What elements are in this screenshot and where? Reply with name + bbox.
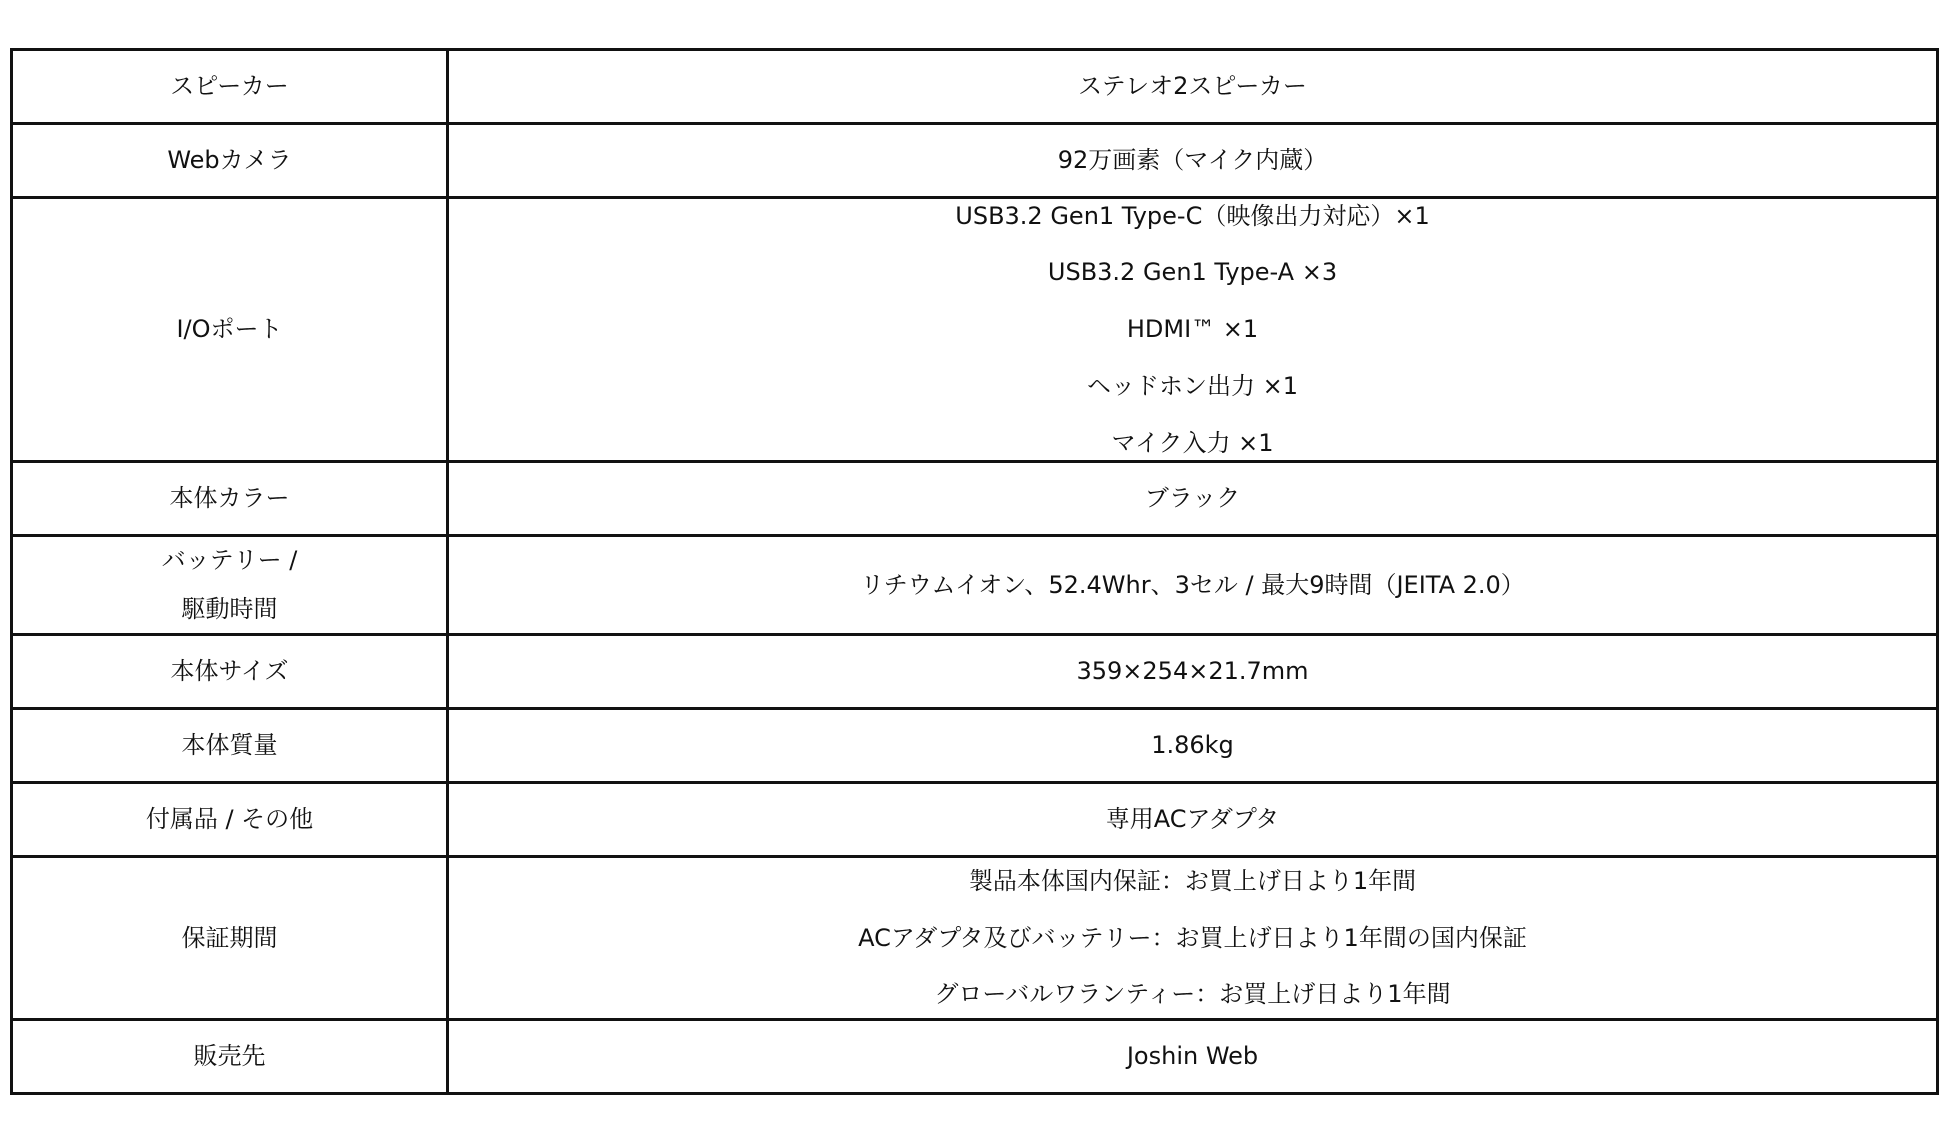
row-value-accessories bbox=[448, 783, 1938, 857]
value-text: ヘッドホン出力 ×1 bbox=[1086, 371, 1298, 400]
row-value-body-color bbox=[448, 462, 1938, 536]
row-label-seller bbox=[12, 1020, 448, 1094]
value-text: ACアダプタ及びバッテリー：お買上げ日より1年間の国内保証 bbox=[858, 923, 1527, 952]
value-text: 92万画素（マイク内蔵） bbox=[1057, 146, 1328, 175]
value-text: マイク入力 ×1 bbox=[1111, 428, 1274, 457]
row-value-body-weight bbox=[448, 709, 1938, 783]
value-text: 製品本体国内保証：お買上げ日より1年間 bbox=[968, 866, 1417, 895]
value-text: USB3.2 Gen1 Type-C（映像出力対応）×1 bbox=[955, 201, 1430, 230]
table-row bbox=[12, 124, 1938, 198]
table-row bbox=[12, 635, 1938, 709]
value-text: 専用ACアダプタ bbox=[1105, 805, 1280, 834]
value-text: 359×254×21.7mm bbox=[1076, 657, 1309, 686]
label-text: バッテリー / bbox=[161, 546, 298, 575]
label-text: 付属品 / その他 bbox=[145, 805, 314, 834]
value-text: USB3.2 Gen1 Type-A ×3 bbox=[1047, 258, 1338, 287]
label-text: 保証期間 bbox=[181, 923, 278, 952]
row-value-body-size bbox=[448, 635, 1938, 709]
row-value-speaker bbox=[448, 50, 1938, 124]
label-text: 本体質量 bbox=[181, 731, 278, 760]
spec-table bbox=[10, 48, 1939, 1095]
row-value-io-ports bbox=[448, 198, 1938, 462]
row-label-battery bbox=[12, 536, 448, 635]
row-value-battery bbox=[448, 536, 1938, 635]
table-row bbox=[12, 709, 1938, 783]
row-value-warranty bbox=[448, 857, 1938, 1020]
row-label-webcam bbox=[12, 124, 448, 198]
row-label-io-ports bbox=[12, 198, 448, 462]
row-value-webcam bbox=[448, 124, 1938, 198]
table-row bbox=[12, 1020, 1938, 1094]
row-label-body-weight bbox=[12, 709, 448, 783]
row-label-body-size bbox=[12, 635, 448, 709]
value-text: グローバルワランティー：お買上げ日より1年間 bbox=[934, 980, 1451, 1009]
value-text: 1.86kg bbox=[1151, 731, 1234, 760]
label-text: 販売先 bbox=[193, 1042, 266, 1071]
label-text: Webカメラ bbox=[167, 146, 292, 175]
value-text: ブラック bbox=[1144, 484, 1241, 513]
table-row bbox=[12, 783, 1938, 857]
table-row bbox=[12, 536, 1938, 635]
label-text: 本体サイズ bbox=[170, 657, 289, 686]
row-label-body-color bbox=[12, 462, 448, 536]
value-text: ステレオ2スピーカー bbox=[1078, 72, 1307, 101]
label-text: 本体カラー bbox=[169, 484, 290, 513]
value-text: Joshin Web bbox=[1126, 1042, 1259, 1071]
table-row bbox=[12, 50, 1938, 124]
value-text: リチウムイオン、52.4Whr、3セル / 最大9時間（JEITA 2.0） bbox=[860, 570, 1525, 599]
value-text: HDMI™ ×1 bbox=[1126, 315, 1259, 344]
row-label-warranty bbox=[12, 857, 448, 1020]
row-label-speaker bbox=[12, 50, 448, 124]
label-text: I/Oポート bbox=[176, 315, 283, 344]
row-value-seller bbox=[448, 1020, 1938, 1094]
label-text: スピーカー bbox=[170, 72, 289, 101]
label-text: 駆動時間 bbox=[181, 595, 278, 623]
table-row bbox=[12, 462, 1938, 536]
table-row bbox=[12, 857, 1938, 1020]
table-row bbox=[12, 198, 1938, 462]
row-label-accessories bbox=[12, 783, 448, 857]
